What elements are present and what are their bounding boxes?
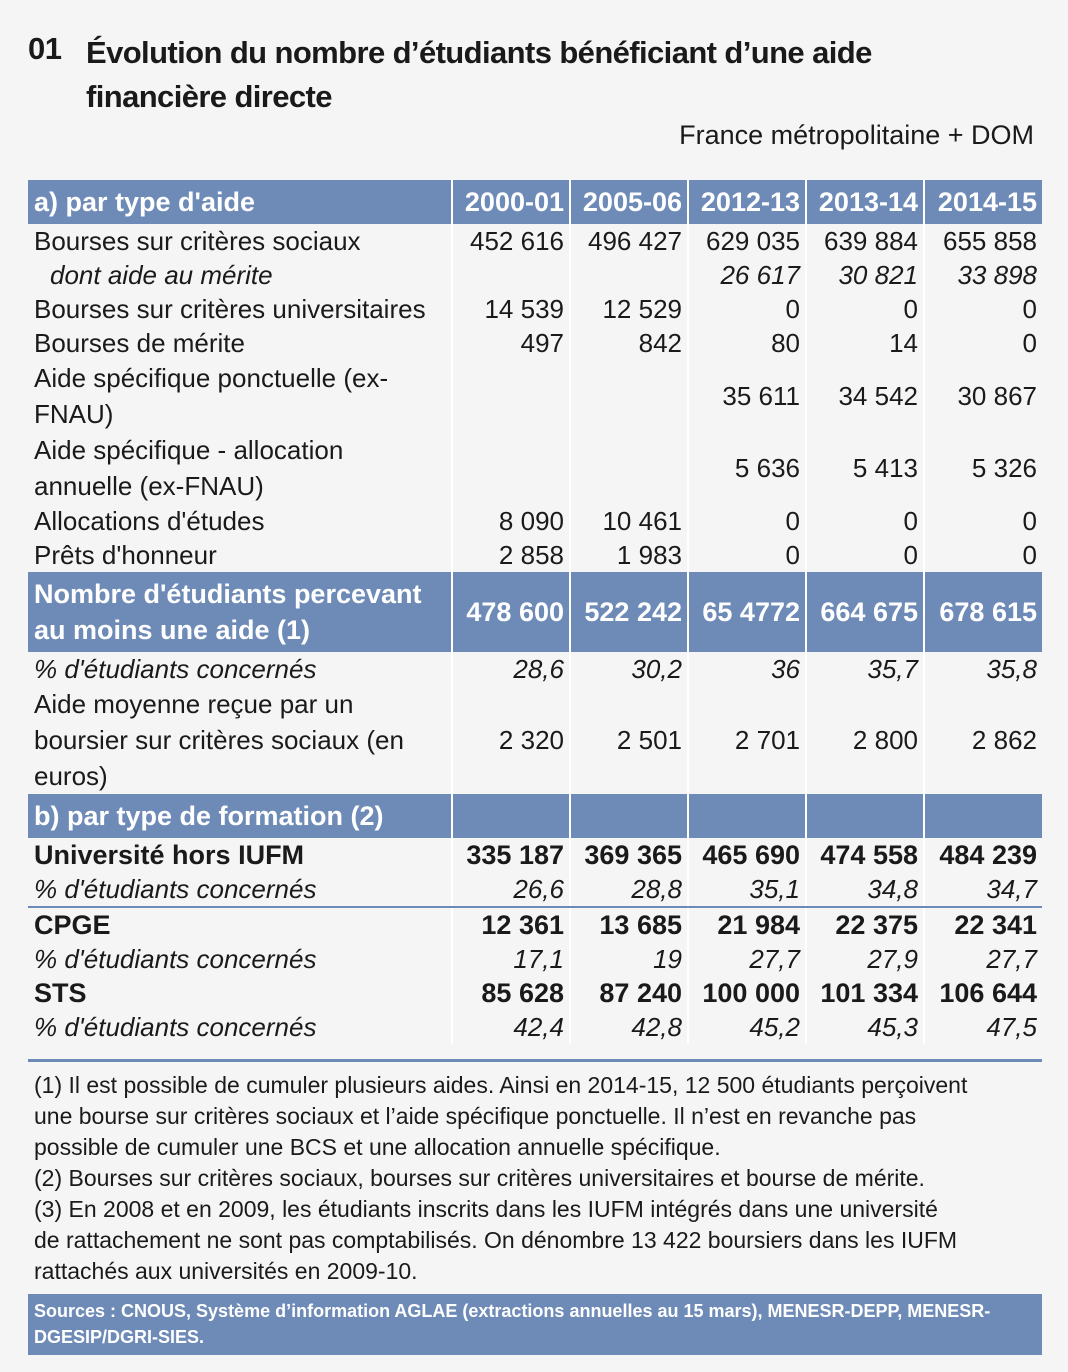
section-b-heading: b) par type de formation (2)	[34, 800, 384, 831]
row-label: CPGE	[34, 910, 111, 940]
table-row	[28, 538, 1042, 572]
cell-value	[570, 360, 688, 432]
row-label: % d'étudiants concernés	[34, 944, 317, 974]
cell-value	[452, 432, 570, 504]
row-label: Aide spécifique - allocation annuelle (ex-FNAU)	[34, 435, 344, 501]
cell-value: 27,7	[688, 942, 806, 976]
total-label: Nombre d'étudiants percevant au moins une aide (1)	[34, 579, 422, 645]
footnote-3: (3) En 2008 et en 2009, les étudiants inscrits dans les IUFM intégrés dans une université de rattachement ne sont pas comptabilisés. On dénombre 13 422 boursiers dans les IUFM rattachés aux universités en 2009-10.	[34, 1196, 958, 1284]
cell-value	[452, 258, 570, 292]
cell-value: 14	[806, 326, 924, 360]
empty-cell	[688, 794, 806, 838]
cell-value: 0	[924, 538, 1042, 572]
cell-value: 484 239	[924, 838, 1042, 872]
cell-value: 87 240	[570, 976, 688, 1010]
cell-value: 14 539	[452, 292, 570, 326]
table-row	[28, 360, 1042, 432]
cell-value: 36	[688, 652, 806, 686]
cell-value: 497	[452, 326, 570, 360]
cell-value: 100 000	[688, 976, 806, 1010]
table-row	[28, 504, 1042, 538]
cell-value: 45,3	[806, 1010, 924, 1044]
cell-value: 8 090	[452, 504, 570, 538]
table-row	[28, 907, 1042, 942]
cell-value: 34,8	[806, 872, 924, 907]
row-label: Bourses de mérite	[34, 328, 245, 358]
table-header-row	[28, 180, 1042, 224]
year-header: 2012-13	[688, 180, 806, 224]
table-row	[28, 1010, 1042, 1044]
table-row	[28, 326, 1042, 360]
empty-cell	[570, 794, 688, 838]
cell-value: 33 898	[924, 258, 1042, 292]
row-label: % d'étudiants concernés	[34, 1012, 317, 1042]
cell-value: 842	[570, 326, 688, 360]
cell-value: 106 644	[924, 976, 1042, 1010]
cell-value: 335 187	[452, 838, 570, 872]
cell-value: 0	[688, 292, 806, 326]
cell-value: 35,1	[688, 872, 806, 907]
row-label: Bourses sur critères universitaires	[34, 294, 426, 324]
cell-value: 22 375	[806, 907, 924, 942]
cell-value: 30 821	[806, 258, 924, 292]
row-label: dont aide au mérite	[50, 260, 273, 290]
cell-value: 2 501	[570, 686, 688, 794]
cell-value: 2 701	[688, 686, 806, 794]
table-row	[28, 652, 1042, 686]
cell-value: 42,8	[570, 1010, 688, 1044]
row-label: Aide moyenne reçue par un boursier sur critères sociaux (en euros)	[34, 689, 404, 791]
cell-value: 629 035	[688, 224, 806, 258]
section-a-heading: a) par type d'aide	[34, 186, 255, 217]
cell-value: 474 558	[806, 838, 924, 872]
cell-value: 22 341	[924, 907, 1042, 942]
figure-title: Évolution du nombre d’étudiants bénéficiant d’une aide financière directe	[86, 35, 872, 114]
row-label: % d'étudiants concernés	[34, 654, 317, 684]
year-header: 2013-14	[806, 180, 924, 224]
cell-value	[570, 258, 688, 292]
cell-value: 12 361	[452, 907, 570, 942]
year-header: 2014-15	[924, 180, 1042, 224]
cell-value: 2 320	[452, 686, 570, 794]
cell-value: 30 867	[924, 360, 1042, 432]
cell-value: 35 611	[688, 360, 806, 432]
cell-value: 5 413	[806, 432, 924, 504]
total-value: 522 242	[570, 572, 688, 652]
row-label: Allocations d'études	[34, 506, 265, 536]
footnotes	[28, 1059, 1042, 1287]
cell-value: 34 542	[806, 360, 924, 432]
scope-label: France métropolitaine + DOM	[679, 120, 1034, 150]
cell-value: 28,8	[570, 872, 688, 907]
total-row	[28, 572, 1042, 652]
section-b-row	[28, 794, 1042, 838]
cell-value: 655 858	[924, 224, 1042, 258]
table-row	[28, 258, 1042, 292]
cell-value: 0	[688, 504, 806, 538]
total-value: 664 675	[806, 572, 924, 652]
cell-value: 2 858	[452, 538, 570, 572]
table-row	[28, 942, 1042, 976]
cell-value: 5 326	[924, 432, 1042, 504]
cell-value: 101 334	[806, 976, 924, 1010]
cell-value	[570, 432, 688, 504]
cell-value: 496 427	[570, 224, 688, 258]
table-row	[28, 292, 1042, 326]
cell-value: 1 983	[570, 538, 688, 572]
figure-number: 01	[28, 31, 62, 66]
row-label: Aide spécifique ponctuelle (ex-FNAU)	[34, 363, 389, 429]
cell-value: 465 690	[688, 838, 806, 872]
cell-value: 369 365	[570, 838, 688, 872]
table-row	[28, 838, 1042, 872]
empty-cell	[806, 794, 924, 838]
row-label: Bourses sur critères sociaux	[34, 226, 361, 256]
cell-value: 5 636	[688, 432, 806, 504]
footnote-2: (2) Bourses sur critères sociaux, bourses sur critères universitaires et bourse de mérite.	[34, 1165, 925, 1191]
cell-value: 19	[570, 942, 688, 976]
cell-value: 42,4	[452, 1010, 570, 1044]
total-value: 65 4772	[688, 572, 806, 652]
table-row	[28, 686, 1042, 794]
cell-value: 17,1	[452, 942, 570, 976]
row-label: % d'étudiants concernés	[28, 872, 452, 907]
cell-value: 35,7	[806, 652, 924, 686]
cell-value: 452 616	[452, 224, 570, 258]
sources-band: Sources : CNOUS, Système d’information AGLAE (extractions annuelles au 15 mars), MENESR-DEPP, MENESR-DGESIP/DGRI-SIES.	[28, 1294, 1042, 1355]
data-table	[28, 180, 1042, 1044]
table-row	[28, 224, 1042, 258]
cell-value: 0	[924, 292, 1042, 326]
cell-value: 80	[688, 326, 806, 360]
cell-value: 0	[688, 538, 806, 572]
cell-value: 27,7	[924, 942, 1042, 976]
cell-value: 45,2	[688, 1010, 806, 1044]
cell-value: 26 617	[688, 258, 806, 292]
cell-value: 2 862	[924, 686, 1042, 794]
cell-value: 10 461	[570, 504, 688, 538]
table-row	[28, 976, 1042, 1010]
table-row	[28, 432, 1042, 504]
cell-value	[452, 360, 570, 432]
cell-value: 35,8	[924, 652, 1042, 686]
cell-value: 26,6	[452, 872, 570, 907]
cell-value: 639 884	[806, 224, 924, 258]
cell-value: 0	[806, 504, 924, 538]
cell-value: 27,9	[806, 942, 924, 976]
cell-value: 0	[806, 538, 924, 572]
empty-cell	[924, 794, 1042, 838]
cell-value: 12 529	[570, 292, 688, 326]
footnote-1: (1) Il est possible de cumuler plusieurs aides. Ainsi en 2014-15, 12 500 étudiants perçoivent une bourse sur critères sociaux et l’aide spécifique ponctuelle. Il n’est en revanche pas possible de cumuler une BCS et une allocation annuelle spécifique.	[34, 1072, 968, 1160]
empty-cell	[452, 794, 570, 838]
cell-value: 2 800	[806, 686, 924, 794]
year-header: 2005-06	[570, 180, 688, 224]
cell-value: 30,2	[570, 652, 688, 686]
cell-value: 28,6	[452, 652, 570, 686]
row-label: STS	[34, 978, 87, 1008]
total-value: 678 615	[924, 572, 1042, 652]
cell-value: 0	[924, 326, 1042, 360]
row-label: Université hors IUFM	[34, 840, 305, 870]
cell-value: 34,7	[924, 872, 1042, 907]
total-value: 478 600	[452, 572, 570, 652]
table-row	[28, 872, 1042, 907]
row-label: Prêts d'honneur	[34, 540, 217, 570]
cell-value: 0	[924, 504, 1042, 538]
cell-value: 13 685	[570, 907, 688, 942]
cell-value: 85 628	[452, 976, 570, 1010]
cell-value: 47,5	[924, 1010, 1042, 1044]
cell-value: 0	[806, 292, 924, 326]
year-header: 2000-01	[452, 180, 570, 224]
cell-value: 21 984	[688, 907, 806, 942]
